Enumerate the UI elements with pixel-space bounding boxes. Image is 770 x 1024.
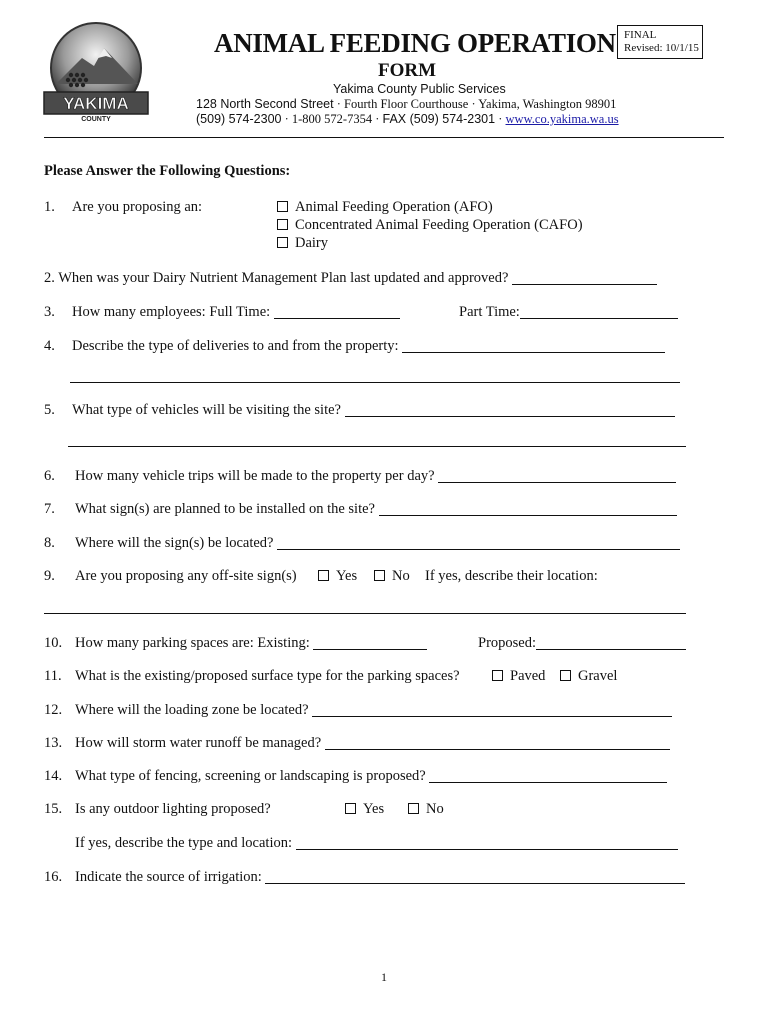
q8-row: [75, 535, 680, 552]
agency-contact: [196, 112, 619, 127]
q11-paved-label: Paved: [510, 668, 546, 684]
status-box: [617, 25, 703, 59]
q7-text: What sign(s) are planned to be installed on the site?: [75, 501, 375, 517]
q16-text: Indicate the source of irrigation:: [75, 869, 262, 885]
q1-afo-label: Animal Feeding Operation (AFO): [295, 199, 493, 215]
phone: (509) 574-2300: [196, 112, 282, 126]
q9-yes: [318, 568, 357, 585]
q7-answer-field[interactable]: [379, 501, 677, 516]
q9-yes-checkbox[interactable]: [318, 570, 329, 581]
q12-text: Where will the loading zone be located?: [75, 702, 309, 718]
q5-number: 5.: [44, 402, 55, 418]
q15-yes: [345, 801, 384, 818]
q11-gravel-label: Gravel: [578, 668, 618, 684]
q15-yes-checkbox[interactable]: [345, 803, 356, 814]
page-number: 1: [381, 970, 387, 984]
q6-row: [75, 468, 676, 485]
fax: FAX (509) 574-2301: [382, 112, 496, 126]
q15-number: 15.: [44, 801, 63, 817]
q11-text: What is the existing/proposed surface type for the parking spaces?: [75, 668, 460, 684]
q16-row: [75, 869, 685, 886]
q8-text: Where will the sign(s) be located?: [75, 535, 274, 551]
q11-paved-checkbox[interactable]: [492, 670, 503, 681]
q10-proposed-label: Proposed:: [478, 635, 536, 651]
q5-text: What type of vehicles will be visiting the site?: [72, 402, 341, 418]
form-title: ANIMAL FEEDING OPERATION: [214, 28, 616, 58]
q1-afo-checkbox[interactable]: [277, 201, 288, 212]
status-final: FINAL: [624, 29, 657, 41]
q14-number: 14.: [44, 768, 63, 784]
q7-number: 7.: [44, 501, 55, 517]
q1-option-cafo: [277, 217, 583, 234]
yakima-county-logo: [42, 18, 150, 124]
q4-row: [72, 338, 665, 355]
q2-row: [44, 270, 657, 287]
tollfree: · 1-800 572-7354 ·: [281, 112, 383, 126]
address-street: 128 North Second Street: [196, 97, 334, 111]
q15-no-checkbox[interactable]: [408, 803, 419, 814]
q9-no-label: No: [392, 568, 410, 584]
q3-fulltime-field[interactable]: [274, 304, 400, 319]
agency-address: [196, 97, 616, 112]
address-rest: · Fourth Floor Courthouse · Yakima, Washington 98901: [333, 97, 617, 111]
q3-parttime-label: Part Time:: [459, 304, 520, 320]
q16-number: 16.: [44, 869, 63, 885]
q1-dairy-label: Dairy: [295, 235, 329, 251]
q3-parttime-field[interactable]: [520, 304, 678, 319]
q2-text: 2. When was your Dairy Nutrient Management Plan last updated and approved?: [44, 270, 509, 286]
q6-answer-field[interactable]: [438, 468, 676, 483]
q10-row: [75, 635, 427, 652]
q12-number: 12.: [44, 702, 63, 718]
q15-followup-field[interactable]: [296, 835, 678, 850]
q11-number: 11.: [44, 668, 62, 684]
q3-text: How many employees: Full Time:: [72, 304, 271, 320]
q11-gravel-checkbox[interactable]: [560, 670, 571, 681]
q15-followup-row: [75, 835, 678, 852]
status-revised: Revised: 10/1/15: [624, 42, 699, 54]
q15-yes-label: Yes: [363, 801, 385, 817]
q4-text: Describe the type of deliveries to and from the property:: [72, 338, 399, 354]
q13-text: How will storm water runoff be managed?: [75, 735, 322, 751]
q4-number: 4.: [44, 338, 55, 354]
q10-proposed: [478, 635, 686, 652]
q3-number: 3.: [44, 304, 55, 320]
q16-answer-field[interactable]: [265, 869, 685, 884]
q9-no: [374, 568, 410, 585]
form-subtitle: FORM: [378, 60, 437, 81]
website-link[interactable]: www.co.yakima.wa.us: [505, 112, 619, 126]
q14-answer-field[interactable]: [429, 768, 667, 783]
q6-text: How many vehicle trips will be made to the property per day?: [75, 468, 435, 484]
q9-yes-label: Yes: [336, 568, 358, 584]
q9-followup: If yes, describe their location:: [425, 568, 598, 584]
q2-answer-field[interactable]: [512, 270, 657, 285]
q1-cafo-label: Concentrated Animal Feeding Operation (CAFO): [295, 217, 583, 233]
q1-option-dairy: [277, 235, 328, 252]
q1-cafo-checkbox[interactable]: [277, 219, 288, 230]
q4-answer-line-2[interactable]: [70, 382, 680, 383]
q9-text: Are you proposing any off-site sign(s): [75, 568, 297, 584]
q5-row: [72, 402, 675, 419]
q5-answer-field[interactable]: [345, 402, 675, 417]
q13-row: [75, 735, 670, 752]
q11-paved: [492, 668, 545, 685]
q3-row: [72, 304, 400, 321]
q15-no-label: No: [426, 801, 444, 817]
q9-no-checkbox[interactable]: [374, 570, 385, 581]
q12-row: [75, 702, 672, 719]
q10-existing-field[interactable]: [313, 635, 427, 650]
q5-answer-line-2[interactable]: [68, 446, 686, 447]
logo-graphic: [42, 18, 150, 124]
q15-followup-text: If yes, describe the type and location:: [75, 835, 293, 851]
q10-number: 10.: [44, 635, 63, 651]
q8-number: 8.: [44, 535, 55, 551]
agency-name: Yakima County Public Services: [333, 82, 506, 96]
q12-answer-field[interactable]: [312, 702, 672, 717]
q1-text: Are you proposing an:: [72, 199, 203, 215]
q7-row: [75, 501, 677, 518]
q6-number: 6.: [44, 468, 55, 484]
q1-dairy-checkbox[interactable]: [277, 237, 288, 248]
q14-row: [75, 768, 667, 785]
q9-answer-line[interactable]: [44, 613, 686, 614]
section-heading: Please Answer the Following Questions:: [44, 163, 291, 179]
q15-no: [408, 801, 444, 818]
q10-text: How many parking spaces are: Existing:: [75, 635, 310, 651]
q13-number: 13.: [44, 735, 63, 751]
q1-number: 1.: [44, 199, 55, 215]
q13-answer-field[interactable]: [325, 735, 670, 750]
q11-gravel: [560, 668, 617, 685]
q8-answer-field[interactable]: [277, 535, 680, 550]
logo-subtext: COUNTY: [81, 116, 111, 123]
q1-option-afo: [277, 199, 493, 216]
q9-number: 9.: [44, 568, 55, 584]
q3-parttime: [459, 304, 678, 321]
q4-answer-field[interactable]: [402, 338, 665, 353]
header-divider: [44, 137, 724, 138]
contact-sep: ·: [495, 112, 506, 126]
q14-text: What type of fencing, screening or landscaping is proposed?: [75, 768, 426, 784]
q15-text: Is any outdoor lighting proposed?: [75, 801, 271, 817]
logo-text: YAKIMA: [63, 94, 129, 113]
q10-proposed-field[interactable]: [536, 635, 686, 650]
